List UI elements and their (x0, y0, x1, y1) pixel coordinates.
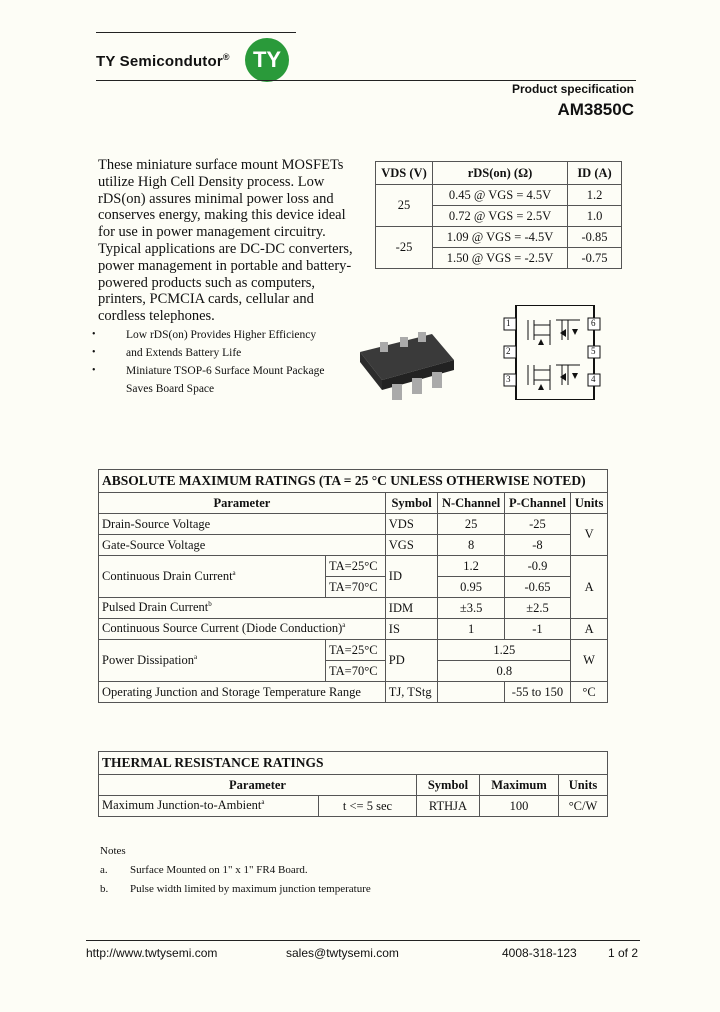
absolute-maximum-ratings-table (98, 469, 608, 703)
n-value-empty (438, 682, 504, 703)
summary-table (375, 161, 622, 269)
symbol-rthja: RTHJA (417, 796, 480, 817)
abs-max-title: ABSOLUTE MAXIMUM RATINGS (TA = 25 °C UNLESS OTHERWISE NOTED) (99, 470, 608, 493)
top-rule (96, 32, 296, 33)
maximum-header: Maximum (480, 775, 559, 796)
param-power-dissipation: Power Dissipation$^a$ (99, 640, 326, 682)
unit-amps: A (571, 556, 608, 619)
param-pulsed-drain: Pulsed Drain Current$^b$ (99, 598, 386, 619)
vds-header: VDS (V) (376, 162, 433, 185)
feature-item: • Miniature TSOP-6 Surface Mount Package Saves Board Space (92, 362, 342, 398)
feature-item: • Low rDS(on) Provides Higher Efficiency (92, 326, 342, 344)
n-value: 1.2 (438, 556, 504, 577)
pin-label: 5 (591, 346, 596, 356)
product-description: These miniature surface mount MOSFETs utilize High Cell Density process. Low rDS(on) assures minimal power loss and conserves energy, making this device ideal for use in power management circuitry. Typical applications are DC-DC converters, power management in portable and battery-powered products such as computers, printers, PCMCIA cards, cellular and cordless telephones. (98, 157, 353, 325)
unit-c-per-w: °C/W (559, 796, 608, 817)
n-value: 8 (438, 535, 504, 556)
param-drain-source: Drain-Source Voltage (99, 514, 386, 535)
pin-label: 3 (506, 374, 511, 384)
condition-25c: TA=25°C (326, 556, 386, 577)
power-value: 0.8 (438, 661, 571, 682)
package-photo (352, 312, 462, 407)
symbol-header: Symbol (417, 775, 480, 796)
note-a: a. Surface Mounted on 1" x 1" FR4 Board. (100, 864, 308, 876)
id-value: -0.85 (568, 227, 622, 248)
unit-celsius: °C (571, 682, 608, 703)
header-rule (96, 80, 636, 81)
notes (100, 842, 371, 899)
feature-list (92, 326, 342, 398)
p-value: -0.65 (504, 577, 570, 598)
condition-70c: TA=70°C (326, 661, 386, 682)
notes-title: Notes (100, 845, 126, 857)
condition-25c: TA=25°C (326, 640, 386, 661)
rds-value: 1.09 @ VGS = -4.5V (433, 227, 568, 248)
symbol-pd: PD (385, 640, 438, 682)
pin-label: 2 (506, 346, 511, 356)
param-temperature-range: Operating Junction and Storage Temperature Range (99, 682, 386, 703)
unit-volts: V (571, 514, 608, 556)
symbol-header: Symbol (385, 493, 438, 514)
pin-label: 6 (591, 318, 596, 328)
symbol-vds: VDS (385, 514, 438, 535)
unit-amps: A (571, 619, 608, 640)
param-header: Parameter (99, 493, 386, 514)
vds-value: -25 (376, 227, 433, 269)
symbol-idm: IDM (385, 598, 438, 619)
param-gate-source: Gate-Source Voltage (99, 535, 386, 556)
units-header: Units (559, 775, 608, 796)
id-header: ID (A) (568, 162, 622, 185)
footer-url[interactable]: http://www.twtysemi.com (86, 946, 218, 960)
feature-item: • and Extends Battery Life (92, 344, 342, 362)
symbol-id: ID (385, 556, 438, 598)
pinout-diagram (500, 305, 610, 400)
param-drain-current: Continuous Drain Current$^a$ (99, 556, 326, 598)
symbol-is: IS (385, 619, 438, 640)
id-value: -0.75 (568, 248, 622, 269)
id-value: 1.2 (568, 185, 622, 206)
param-junction-ambient: Maximum Junction-to-Ambient$^a$ (99, 796, 319, 817)
rds-value: 1.50 @ VGS = -2.5V (433, 248, 568, 269)
thermal-resistance-table (98, 751, 608, 817)
power-value: 1.25 (438, 640, 571, 661)
n-value: 1 (438, 619, 504, 640)
param-header: Parameter (99, 775, 417, 796)
condition: t <= 5 sec (319, 796, 417, 817)
product-specification-label: Product specification (511, 82, 634, 96)
pin-label: 4 (591, 374, 596, 384)
footer-page-number: 1 of 2 (608, 946, 639, 960)
temp-value: -55 to 150 (504, 682, 570, 703)
symbol-tj-tstg: TJ, TStg (385, 682, 438, 703)
n-channel-header: N-Channel (438, 493, 504, 514)
thermal-title: THERMAL RESISTANCE RATINGS (99, 752, 608, 775)
p-value: -25 (504, 514, 570, 535)
units-header: Units (571, 493, 608, 514)
p-value: -0.9 (504, 556, 570, 577)
p-value: -1 (504, 619, 570, 640)
part-number: AM3850C (557, 100, 634, 119)
footer-phone: 4008-318-123 (502, 946, 577, 960)
p-channel-header: P-Channel (504, 493, 570, 514)
vds-value: 25 (376, 185, 433, 227)
rds-value: 0.45 @ VGS = 4.5V (433, 185, 568, 206)
symbol-vgs: VGS (385, 535, 438, 556)
rds-value: 0.72 @ VGS = 2.5V (433, 206, 568, 227)
p-value: -8 (504, 535, 570, 556)
maximum-value: 100 (480, 796, 559, 817)
brand-name: TY Semicondutor® (96, 52, 230, 70)
footer-email[interactable]: sales@twtysemi.com (286, 946, 399, 960)
pin-label: 1 (506, 318, 511, 328)
company-logo: TY (245, 38, 289, 82)
p-value: ±2.5 (504, 598, 570, 619)
n-value: 0.95 (438, 577, 504, 598)
id-value: 1.0 (568, 206, 622, 227)
param-source-current: Continuous Source Current (Diode Conduction)$^a$ (99, 619, 386, 640)
note-b: b. Pulse width limited by maximum junction temperature (100, 883, 371, 895)
condition-70c: TA=70°C (326, 577, 386, 598)
unit-watts: W (571, 640, 608, 682)
n-value: 25 (438, 514, 504, 535)
n-value: ±3.5 (438, 598, 504, 619)
footer-rule (86, 940, 640, 941)
rds-header: rDS(on) (Ω) (433, 162, 568, 185)
